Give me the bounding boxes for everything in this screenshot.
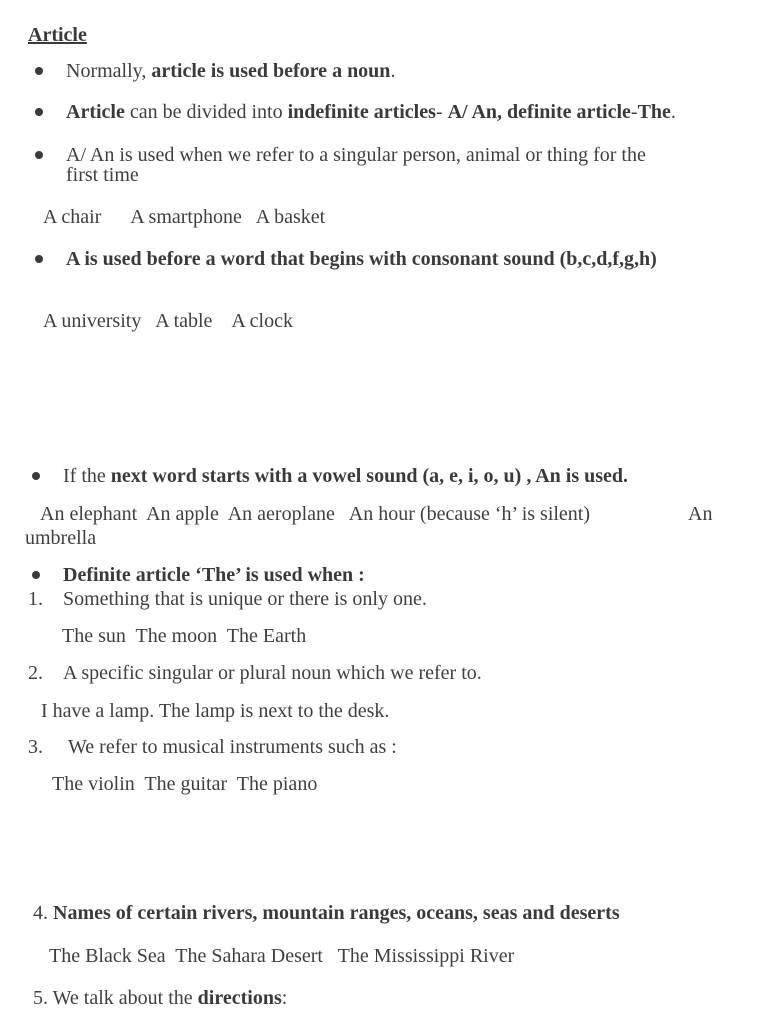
bullet-dot — [35, 67, 43, 75]
list-number: 5. — [33, 987, 48, 1009]
bullet-text-a-an-usage-line1: A/ An is used when we refer to a singular person, animal or thing for the — [66, 144, 646, 166]
bullet-text-definite-article: Definite article ‘The’ is used when : — [63, 564, 365, 586]
list-number: 4. — [33, 902, 48, 924]
bullet-dot — [35, 255, 43, 263]
bullet-text-article-types: Article can be divided into indefinite articles- A/ An, definite article-The. — [66, 101, 676, 123]
list-item-unique: Something that is unique or there is only one. — [63, 588, 427, 610]
bullet-text-a-an-usage-line2: first time — [66, 164, 139, 186]
example-consonant-words: A chair A smartphone A basket — [43, 206, 326, 228]
list-number: 3. — [28, 736, 43, 758]
example-instruments: The violin The guitar The piano — [52, 773, 318, 795]
bullet-dot — [32, 571, 40, 579]
bullet-text-vowel-rule: If the next word starts with a vowel sound (a, e, i, o, u) , An is used. — [63, 465, 629, 487]
example-unique-nouns: The sun The moon The Earth — [62, 625, 307, 647]
example-lamp-sentence: I have a lamp. The lamp is next to the desk. — [41, 700, 390, 722]
example-an-words-tail: An — [688, 503, 713, 525]
bullet-dot — [32, 472, 40, 480]
list-number: 1. — [28, 588, 43, 610]
example-geographic-names: The Black Sea The Sahara Desert The Mississippi River — [49, 945, 515, 967]
list-item-instruments: We refer to musical instruments such as : — [68, 736, 397, 758]
example-an-words-wrap: umbrella — [25, 527, 97, 549]
bullet-dot — [35, 151, 43, 159]
list-number: 2. — [28, 662, 43, 684]
list-item-directions: 5. We talk about the directions: — [33, 987, 288, 1009]
list-item-geographic-names: 4. Names of certain rivers, mountain ranges, oceans, seas and deserts — [33, 902, 620, 924]
list-item-specific-noun: A specific singular or plural noun which we refer to. — [63, 662, 482, 684]
example-a-words: A university A table A clock — [43, 310, 293, 332]
example-an-words: An elephant An apple An aeroplane An hour (because ‘h’ is silent) — [40, 503, 591, 525]
bullet-text-consonant-rule: A is used before a word that begins with consonant sound (b,c,d,f,g,h) — [66, 248, 657, 270]
bullet-text-article-before-noun: Normally, article is used before a noun. — [66, 60, 396, 82]
page-title: Article — [28, 24, 87, 46]
bullet-dot — [35, 108, 43, 116]
